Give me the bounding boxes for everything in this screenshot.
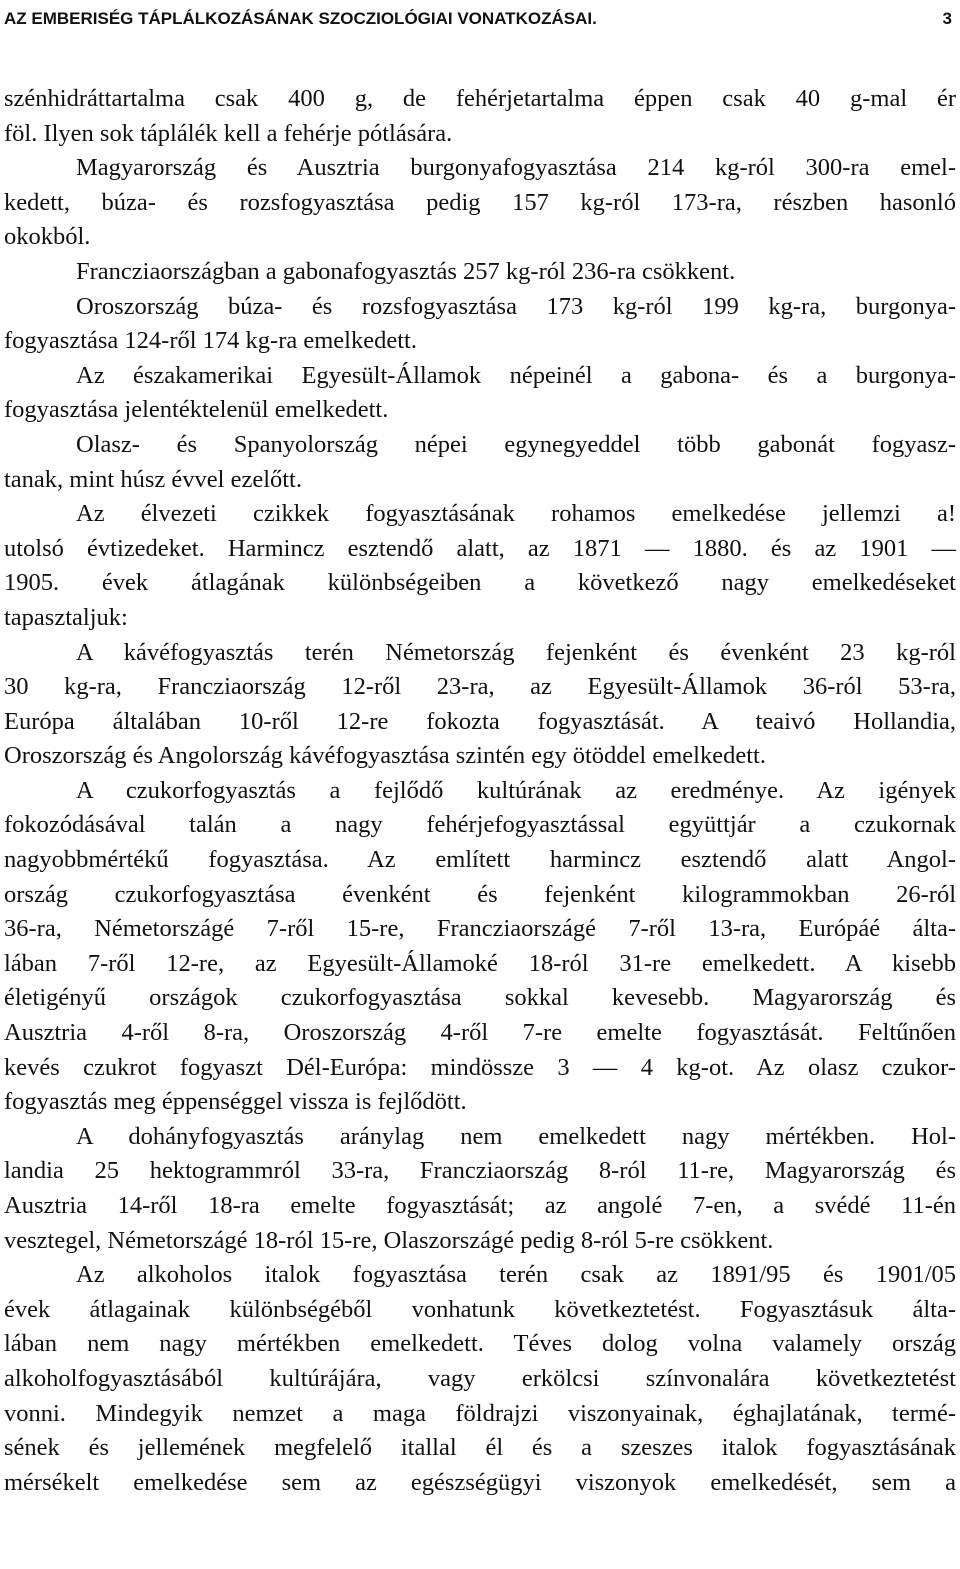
text-line: fogyasztása 124-ről 174 kg-ra emelkedett. bbox=[4, 327, 417, 355]
text-line: A dohányfogyasztás aránylag nem emelkedett nagy mértékben. Hol- bbox=[76, 1122, 956, 1150]
text-line: Oroszország búza- és rozsfogyasztása 173 kg-ról 199 kg-ra, burgonya- bbox=[76, 292, 956, 320]
text-line: Ausztria 14-ről 18-ra emelte fogyasztását; az angolé 7-en, a svédé 11-én bbox=[4, 1192, 956, 1219]
text-line: ország czukorfogyasztása évenként és fejenként kilogrammokban 26-ról bbox=[4, 880, 956, 908]
text-line: okokból. bbox=[4, 223, 91, 251]
text-line: szénhidráttartalma csak 400 g, de fehérjetartalma éppen csak 40 g-mal ér bbox=[4, 85, 956, 112]
text-line: vesztegel, Németországé 18-ról 15-re, Olaszországé pedig 8-ról 5-re csökkent. bbox=[4, 1226, 774, 1254]
text-line: vonni. Mindegyik nemzet a maga földrajzi viszonyainak, éghajlatának, termé- bbox=[4, 1399, 956, 1427]
text-line: A kávéfogyasztás terén Németország fejenként és évenként 23 kg-ról bbox=[76, 638, 956, 666]
text-line: sének és jellemének megfelelő itallal él és a szeszes italok fogyasztásának bbox=[4, 1434, 956, 1462]
text-line: 1905. évek átlagának különbségeiben a következő nagy emelkedéseket bbox=[4, 569, 956, 597]
text-line: alkoholfogyasztásából kultúrájára, vagy erkölcsi színvonalára következtetést bbox=[4, 1364, 956, 1392]
text-line: tapasztaljuk: bbox=[4, 603, 128, 631]
text-line: Olasz- és Spanyolország népei egynegyeddel több gabonát fogyasz- bbox=[76, 430, 956, 458]
text-line: tanak, mint húsz évvel ezelőtt. bbox=[4, 465, 302, 493]
text-line: Az élvezeti czikkek fogyasztásának rohamos emelkedése jellemzi a! bbox=[76, 500, 956, 528]
text-line: Európa általában 10-ről 12-re fokozta fogyasztását. A teaivó Hollandia, bbox=[4, 707, 956, 735]
text-line: Magyarország és Ausztria burgonyafogyasztása 214 kg-ról 300-ra emel- bbox=[76, 154, 956, 182]
text-line: A czukorfogyasztás a fejlődő kultúrának az eredménye. Az igények bbox=[76, 776, 956, 804]
text-line: Az északamerikai Egyesült-Államok népeinél a gabona- és a burgonya- bbox=[76, 361, 956, 389]
text-line: lában 7-ről 12-re, az Egyesült-Államoké 18-ról 31-re emelkedett. A kisebb bbox=[4, 949, 956, 977]
running-header bbox=[4, 6, 952, 32]
text-line: Francziaországban a gabonafogyasztás 257 kg-ról 236-ra csökkent. bbox=[76, 257, 736, 285]
text-line: fokozódásával talán a nagy fehérjefogyasztással együttjár a czukornak bbox=[4, 811, 956, 839]
text-line: kedett, búza- és rozsfogyasztása pedig 157 kg-ról 173-ra, részben hasonló bbox=[4, 188, 956, 216]
text-line: fogyasztás meg éppenséggel vissza is fejlődött. bbox=[4, 1088, 467, 1116]
body-text bbox=[4, 82, 956, 1500]
text-line: Ausztria 4-ről 8-ra, Oroszország 4-ről 7-re emelte fogyasztását. Feltűnően bbox=[4, 1019, 956, 1047]
text-line: 30 kg-ra, Francziaország 12-ről 23-ra, az Egyesült-Államok 36-ról 53-ra, bbox=[4, 673, 956, 701]
text-line: kevés czukrot fogyaszt Dél-Európa: mindössze 3 — 4 kg-ot. Az olasz czukor- bbox=[4, 1053, 956, 1081]
text-line: lában nem nagy mértékben emelkedett. Téves dolog volna valamely ország bbox=[4, 1330, 956, 1358]
text-line: landia 25 hektogrammról 33-ra, Francziaország 8-ról 11-re, Magyarország és bbox=[4, 1157, 956, 1185]
text-line: Az alkoholos italok fogyasztása terén csak az 1891/95 és 1901/05 bbox=[76, 1261, 956, 1289]
text-line: mérsékelt emelkedése sem az egészségügyi viszonyok emelkedését, sem a bbox=[4, 1468, 956, 1496]
text-line: fogyasztása jelentéktelenül emelkedett. bbox=[4, 396, 389, 424]
page-number: 3 bbox=[942, 9, 952, 28]
text-line: évek átlagainak különbségéből vonhatunk következtetést. Fogyasztásuk álta- bbox=[4, 1295, 956, 1323]
text-line: 36-ra, Németországé 7-ről 15-re, Francziaországé 7-ről 13-ra, Európáé álta- bbox=[4, 915, 956, 943]
text-line: életigényű országok czukorfogyasztása sokkal kevesebb. Magyarország és bbox=[4, 984, 956, 1012]
text-line: föl. Ilyen sok táplálék kell a fehérje pótlására. bbox=[4, 119, 453, 147]
text-line: nagyobbmértékű fogyasztása. Az említett harmincz esztendő alatt Angol- bbox=[4, 846, 956, 874]
text-line: utolsó évtizedeket. Harmincz esztendő alatt, az 1871 — 1880. és az 1901 — bbox=[4, 534, 956, 562]
running-header-title: AZ EMBERISÉG TÁPLÁLKOZÁSÁNAK SZOCZIOLÓGIAI VONATKOZÁSAI. bbox=[4, 9, 597, 28]
text-line: Oroszország és Angolország kávéfogyasztása szintén egy ötöddel emelkedett. bbox=[4, 742, 766, 770]
